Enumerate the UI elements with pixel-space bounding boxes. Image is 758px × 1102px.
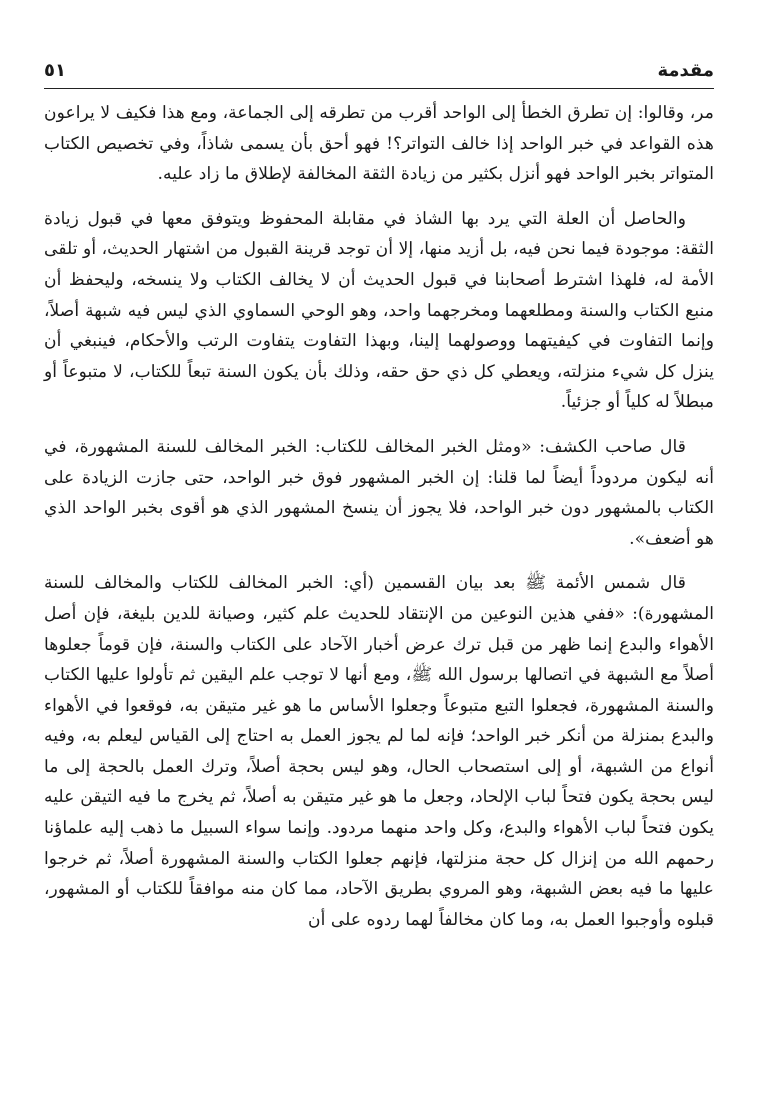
paragraph: قال شمس الأئمة ﷺ بعد بيان القسمين (أي: الخبر المخالف للكتاب والمخالف للسنة المشهورة): «ففي هذين النوعين من الإنتقاد للحديث علم كثير، وصيانة للدين بليغة، فإن أصل الأهواء والبدع إنما ظهر من قبل ترك عرض أخبار الآحاد على الكتاب والسنة، فإن قوماً جعلوها أصلاً مع الشبهة في اتصالها برسول الله ﷺ، ومع أنها لا توجب علم اليقين ثم تأولوا عليها الكتاب والسنة المشهورة، فجعلوا التبع متبوعاً وجعلوا الأساس ما هو غير متيقن به، فوقعوا في الأهواء والبدع بمنزلة من أنكر خبر الواحد؛ فإنه لما لم يجوز العمل به احتاج إلى القياس ليعلم به، وفيه أنواع من الشبهة، أو إلى استصحاب الحال، وهو ليس بحجة أصلاً، وترك العمل بالحجة إلى ما ليس بحجة يكون فتحاً لباب الإلحاد، وجعل ما هو غير متيقن به أصلاً، ثم يخرج ما فيه التيقن عليه يكون فتحاً لباب الأهواء والبدع، وكل واحد منهما مردود. وإنما سواء السبيل ما ذهب إليه علماؤنا رحمهم الله من إنزال كل حجة منزلتها، فإنهم جعلوا الكتاب والسنة المشهورة أصلاً، ثم خرجوا عليها ما فيه بعض الشبهة، وهو المروي بطريق الآحاد، مما كان منه موافقاً للكتاب أو المشهور، قبلوه وأوجبوا العمل به، وما كان مخالفاً لهما ردوه على أن — [44, 573, 714, 930]
page-number: ٥١ — [44, 59, 66, 81]
paragraph: والحاصل أن العلة التي يرد بها الشاذ في مقابلة المحفوظ ويتوفق معها في قبول زيادة الثقة: موجودة فيما نحن فيه، بل أزيد منها، إلا أن توجد قرينة القبول من اشتهار الحديث، أو تلقى الأمة له، فلهذا اشترط أصحابنا في قبول الحديث أن لا يخالف الكتاب ولا ينسخه، وليحفظ أن منبع الكتاب والسنة ومطلعهما ومخرجهما واحد، وهو الوحي السماوي الذي ليس فيه شبهة أصلاً، وإنما التفاوت في كيفيتهما ووصولهما إلينا، وبهذا التفاوت يتفاوت الرتب والأحكام، فينبغي أن ينزل كل شيء منزلته، ويعطي كل ذي حق حقه، وذلك بأن يكون السنة تبعاً للكتاب، لا متبوعاً أو مبطلاً له كلياً أو جزئياً. — [44, 208, 714, 413]
paragraph: مر، وقالوا: إن تطرق الخطأ إلى الواحد أقرب من تطرقه إلى الجماعة، ومع هذا فكيف لا يراعون هذه القواعد في خبر الواحد إذا خالف التواتر؟! فهو أحق بأن يسمى شاذاً، وفي تخصيص الكتاب المتواتر بخبر الواحد فهو أنزل بكثير من زيادة الثقة المخالفة لإطلاق ما زاد عليه. — [44, 103, 714, 185]
paragraph: قال صاحب الكشف: «ومثل الخبر المخالف للكتاب: الخبر المخالف للسنة المشهورة، في أنه ليكون مردوداً أيضاً لما قلنا: إن الخبر المشهور فوق خبر الواحد، حتى جازت الزيادة على الكتاب بالمشهور دون خبر الواحد، فلا يجوز أن ينسخ المشهور الذي هو أقوى بخبر الواحد الذي هو أضعف». — [44, 436, 714, 549]
page-header — [44, 52, 714, 89]
body-text — [44, 98, 714, 935]
running-title: مقدمة — [657, 59, 714, 81]
